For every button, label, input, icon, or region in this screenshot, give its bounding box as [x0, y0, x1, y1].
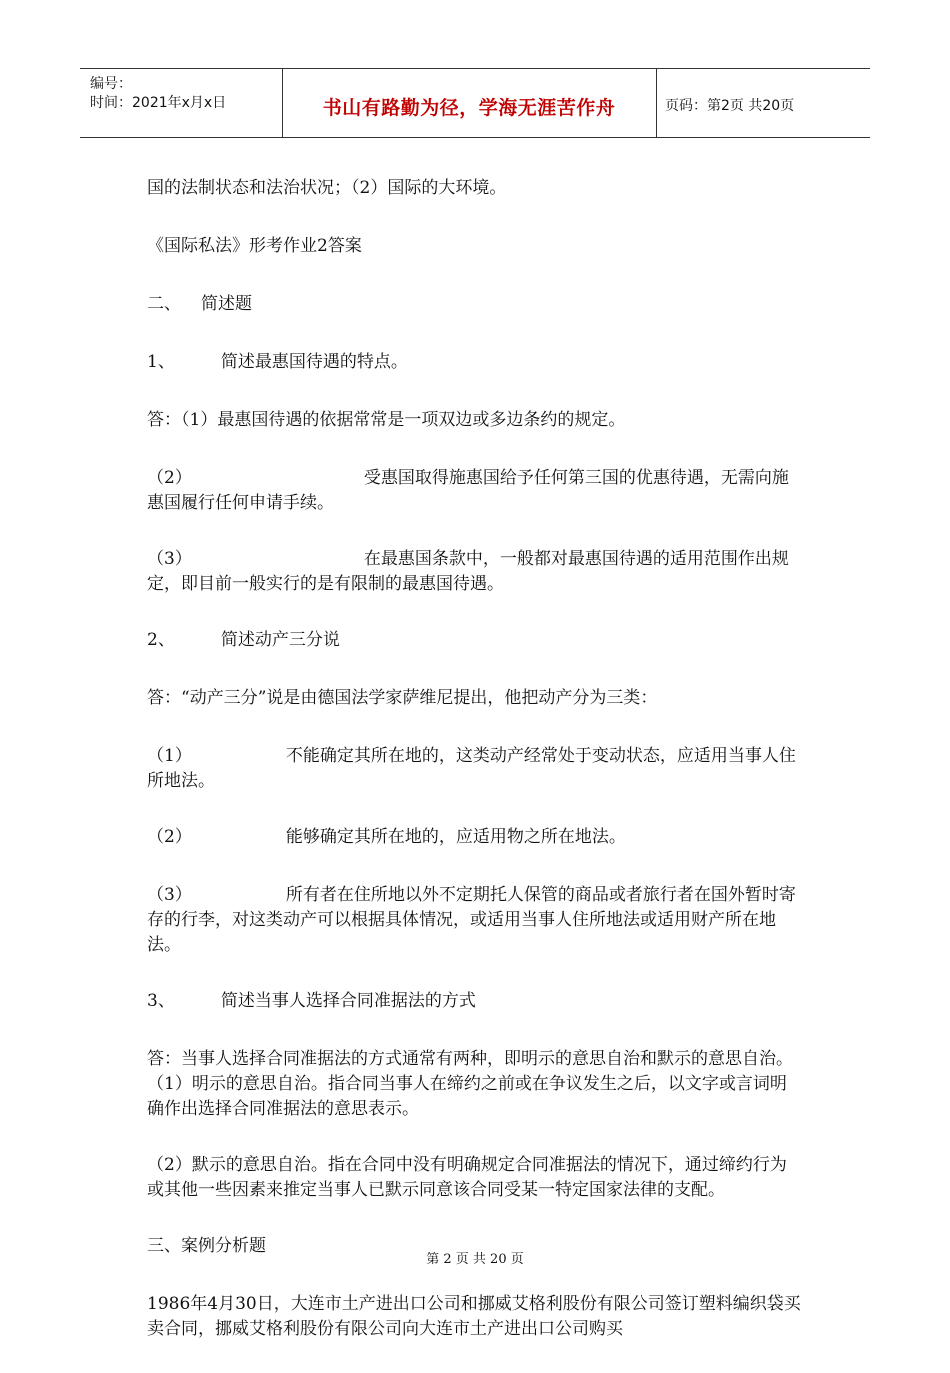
answer-item-text: 能够确定其所在地的，应适用物之所在地法。	[285, 827, 626, 847]
question-number: 3、	[147, 991, 175, 1011]
answer-item-text: 所有者在住所地以外不定期托人保管的商品或者旅行者在国外暂时寄存的行李，对这类动产可以根据具体情况，或适用当事人住所地法或适用财产所在地法。	[147, 885, 796, 955]
section-heading: 三、案例分析题	[147, 1236, 266, 1256]
section-heading	[147, 292, 801, 317]
answer-item-number: （3）	[147, 549, 192, 569]
case-paragraph: 1986年4月30日，大连市土产进出口公司和挪威艾格利股份有限公司签订塑料编织袋买卖合同，挪威艾格利股份有限公司向大连市土产进出口公司购买	[147, 1294, 801, 1339]
answer-item-text: 受惠国取得施惠国给予任何第三国的优惠待遇，无需向施惠国履行任何申请手续。	[147, 468, 789, 513]
section-number: 二、	[147, 294, 181, 314]
header-right-cell	[657, 69, 870, 137]
question-text: 简述当事人选择合同准据法的方式	[220, 991, 476, 1011]
answer-paragraph	[147, 883, 801, 958]
header-left-cell	[80, 69, 283, 137]
page-footer: 第 2 页 共 20 页	[426, 1252, 524, 1267]
assignment-title: 《国际私法》形考作业2答案	[147, 236, 362, 256]
answer-item-number: （2）	[147, 468, 192, 488]
document-number-label: 编号：	[90, 76, 132, 92]
question-number: 1、	[147, 352, 175, 372]
header-middle-cell	[282, 69, 657, 137]
question-heading	[147, 989, 801, 1014]
answer-item-number: （2）	[147, 827, 192, 847]
answer-paragraph	[147, 825, 801, 850]
question-heading	[147, 628, 801, 653]
header-page-info: 页码：第2页 共20页	[665, 98, 795, 114]
header-motto: 书山有路勤为径，学海无涯苦作舟	[322, 97, 616, 119]
paragraph: 国的法制状态和法治状况；（2）国际的大环境。	[147, 178, 507, 198]
answer-paragraph: 答：（1）最惠国待遇的依据常常是一项双边或多边条约的规定。	[147, 410, 626, 430]
answer-item-number: （1）	[147, 746, 192, 766]
answer-paragraph	[147, 744, 801, 794]
question-text: 简述最惠国待遇的特点。	[220, 352, 408, 372]
answer-item-text: 在最惠国条款中，一般都对最惠国待遇的适用范围作出规定，即目前一般实行的是有限制的最惠国待遇。	[147, 549, 789, 594]
answer-paragraph	[147, 547, 801, 597]
document-date-label: 时间：2021年x月x日	[90, 95, 227, 111]
answer-paragraph: （2）默示的意思自治。指在合同中没有明确规定合同准据法的情况下，通过缔约行为或其他一些因素来推定当事人已默示同意该合同受某一特定国家法律的支配。	[147, 1155, 787, 1200]
answer-paragraph: 答：当事人选择合同准据法的方式通常有两种，即明示的意思自治和默示的意思自治。（1）明示的意思自治。指合同当事人在缔约之前或在争议发生之后，以文字或言词明确作出选择合同准据法的意思表示。	[147, 1049, 793, 1119]
answer-item-text: 不能确定其所在地的，这类动产经常处于变动状态，应适用当事人住所地法。	[147, 746, 796, 791]
section-title: 简述题	[201, 294, 252, 314]
answer-item-number: （3）	[147, 885, 192, 905]
question-text: 简述动产三分说	[220, 630, 340, 650]
question-heading	[147, 350, 801, 375]
page-header	[80, 68, 870, 138]
document-body	[147, 176, 801, 1373]
answer-paragraph	[147, 466, 801, 516]
question-number: 2、	[147, 630, 175, 650]
answer-paragraph: 答：“动产三分”说是由德国法学家萨维尼提出，他把动产分为三类：	[147, 688, 658, 708]
